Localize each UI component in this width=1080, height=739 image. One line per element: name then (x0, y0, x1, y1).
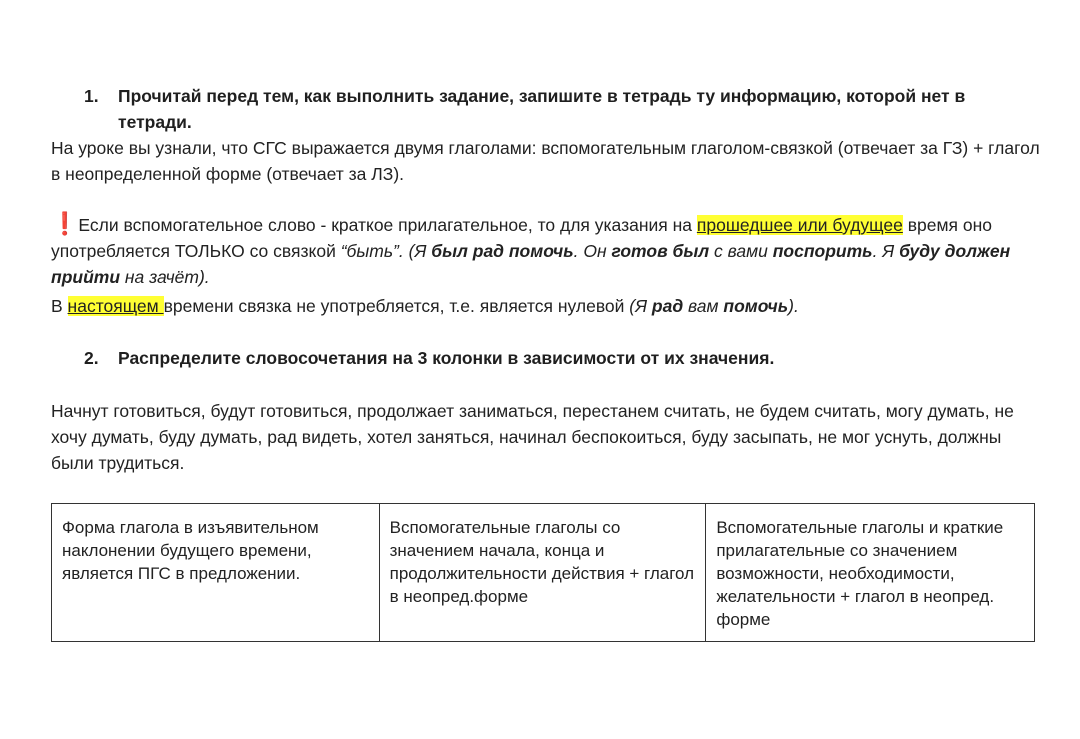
example-open: . (Я (398, 241, 432, 261)
task-1-number: 1. (84, 86, 99, 106)
table-row (52, 504, 1035, 642)
link-word: “быть” (340, 241, 399, 261)
present-rule-paragraph (51, 293, 1041, 319)
task-1-text: Прочитай перед тем, как выполнить задание, запишите в тетрадь ту информацию, которой нет в тетради. (118, 86, 966, 132)
task-2-heading (84, 345, 1034, 371)
present-example-2: помочь (723, 296, 789, 316)
present-example-1: рад (651, 296, 684, 316)
task-2-text: Распределите словосочетания на 3 колонки в зависимости от их значения. (118, 348, 775, 368)
classification-table (51, 503, 1035, 642)
present-example-mid: вам (683, 296, 724, 316)
present-example-open: (Я (629, 296, 652, 316)
present-example-close: ). (788, 296, 799, 316)
example-close: на зачёт). (120, 267, 210, 287)
rule-paragraph (51, 212, 1041, 290)
exclamation-icon: ❗ (51, 211, 79, 236)
example-mid-3: . Я (872, 241, 900, 261)
example-2: готов был (611, 241, 710, 261)
example-3: поспорить (772, 241, 873, 261)
example-1: был рад помочь (431, 241, 574, 261)
present-rest: времени связка не употребляется, т.е. является нулевой (163, 296, 630, 316)
table-cell-2: Вспомогательные глаголы со значением начала, конца и продолжительности действия + глагол в неопред.форме (379, 504, 706, 642)
highlight-present: настоящем (67, 296, 164, 316)
intro-paragraph: На уроке вы узнали, что СГС выражается двумя глаголами: вспомогательным глаголом-связкой (отвечает за ГЗ) + глагол в неопределенной форме (отвечает за ЛЗ). (51, 138, 1040, 184)
rule-text-after: время оно употребляется ТОЛЬКО со связкой (51, 215, 992, 261)
table-cell-1: Форма глагола в изъявительном наклонении будущего времени, является ПГС в предложении. (52, 504, 380, 642)
highlight-past-future: прошедшее или будущее (696, 215, 903, 235)
example-mid-1: . Он (573, 241, 612, 261)
task-2-number: 2. (84, 348, 99, 368)
example-4: буду должен прийти (51, 241, 1011, 287)
table-cell-3: Вспомогательные глаголы и краткие прилагательные со значением возможности, необходимости, желательности + глагол в неопред. форме (706, 504, 1035, 642)
phrases-paragraph: Начнут готовиться, будут готовиться, продолжает заниматься, перестанем считать, не будем считать, могу думать, не хочу думать, буду думать, рад видеть, хотел заняться, начинал беспокоиться, буду засыпать, не мог уснуть, должны были трудиться. (51, 401, 1014, 473)
example-mid-2: с вами (709, 241, 773, 261)
rule-text-before: Если вспомогательное слово - краткое прилагательное, то для указания на (78, 215, 697, 235)
present-start: В (51, 296, 68, 316)
task-1-heading (84, 83, 1034, 135)
